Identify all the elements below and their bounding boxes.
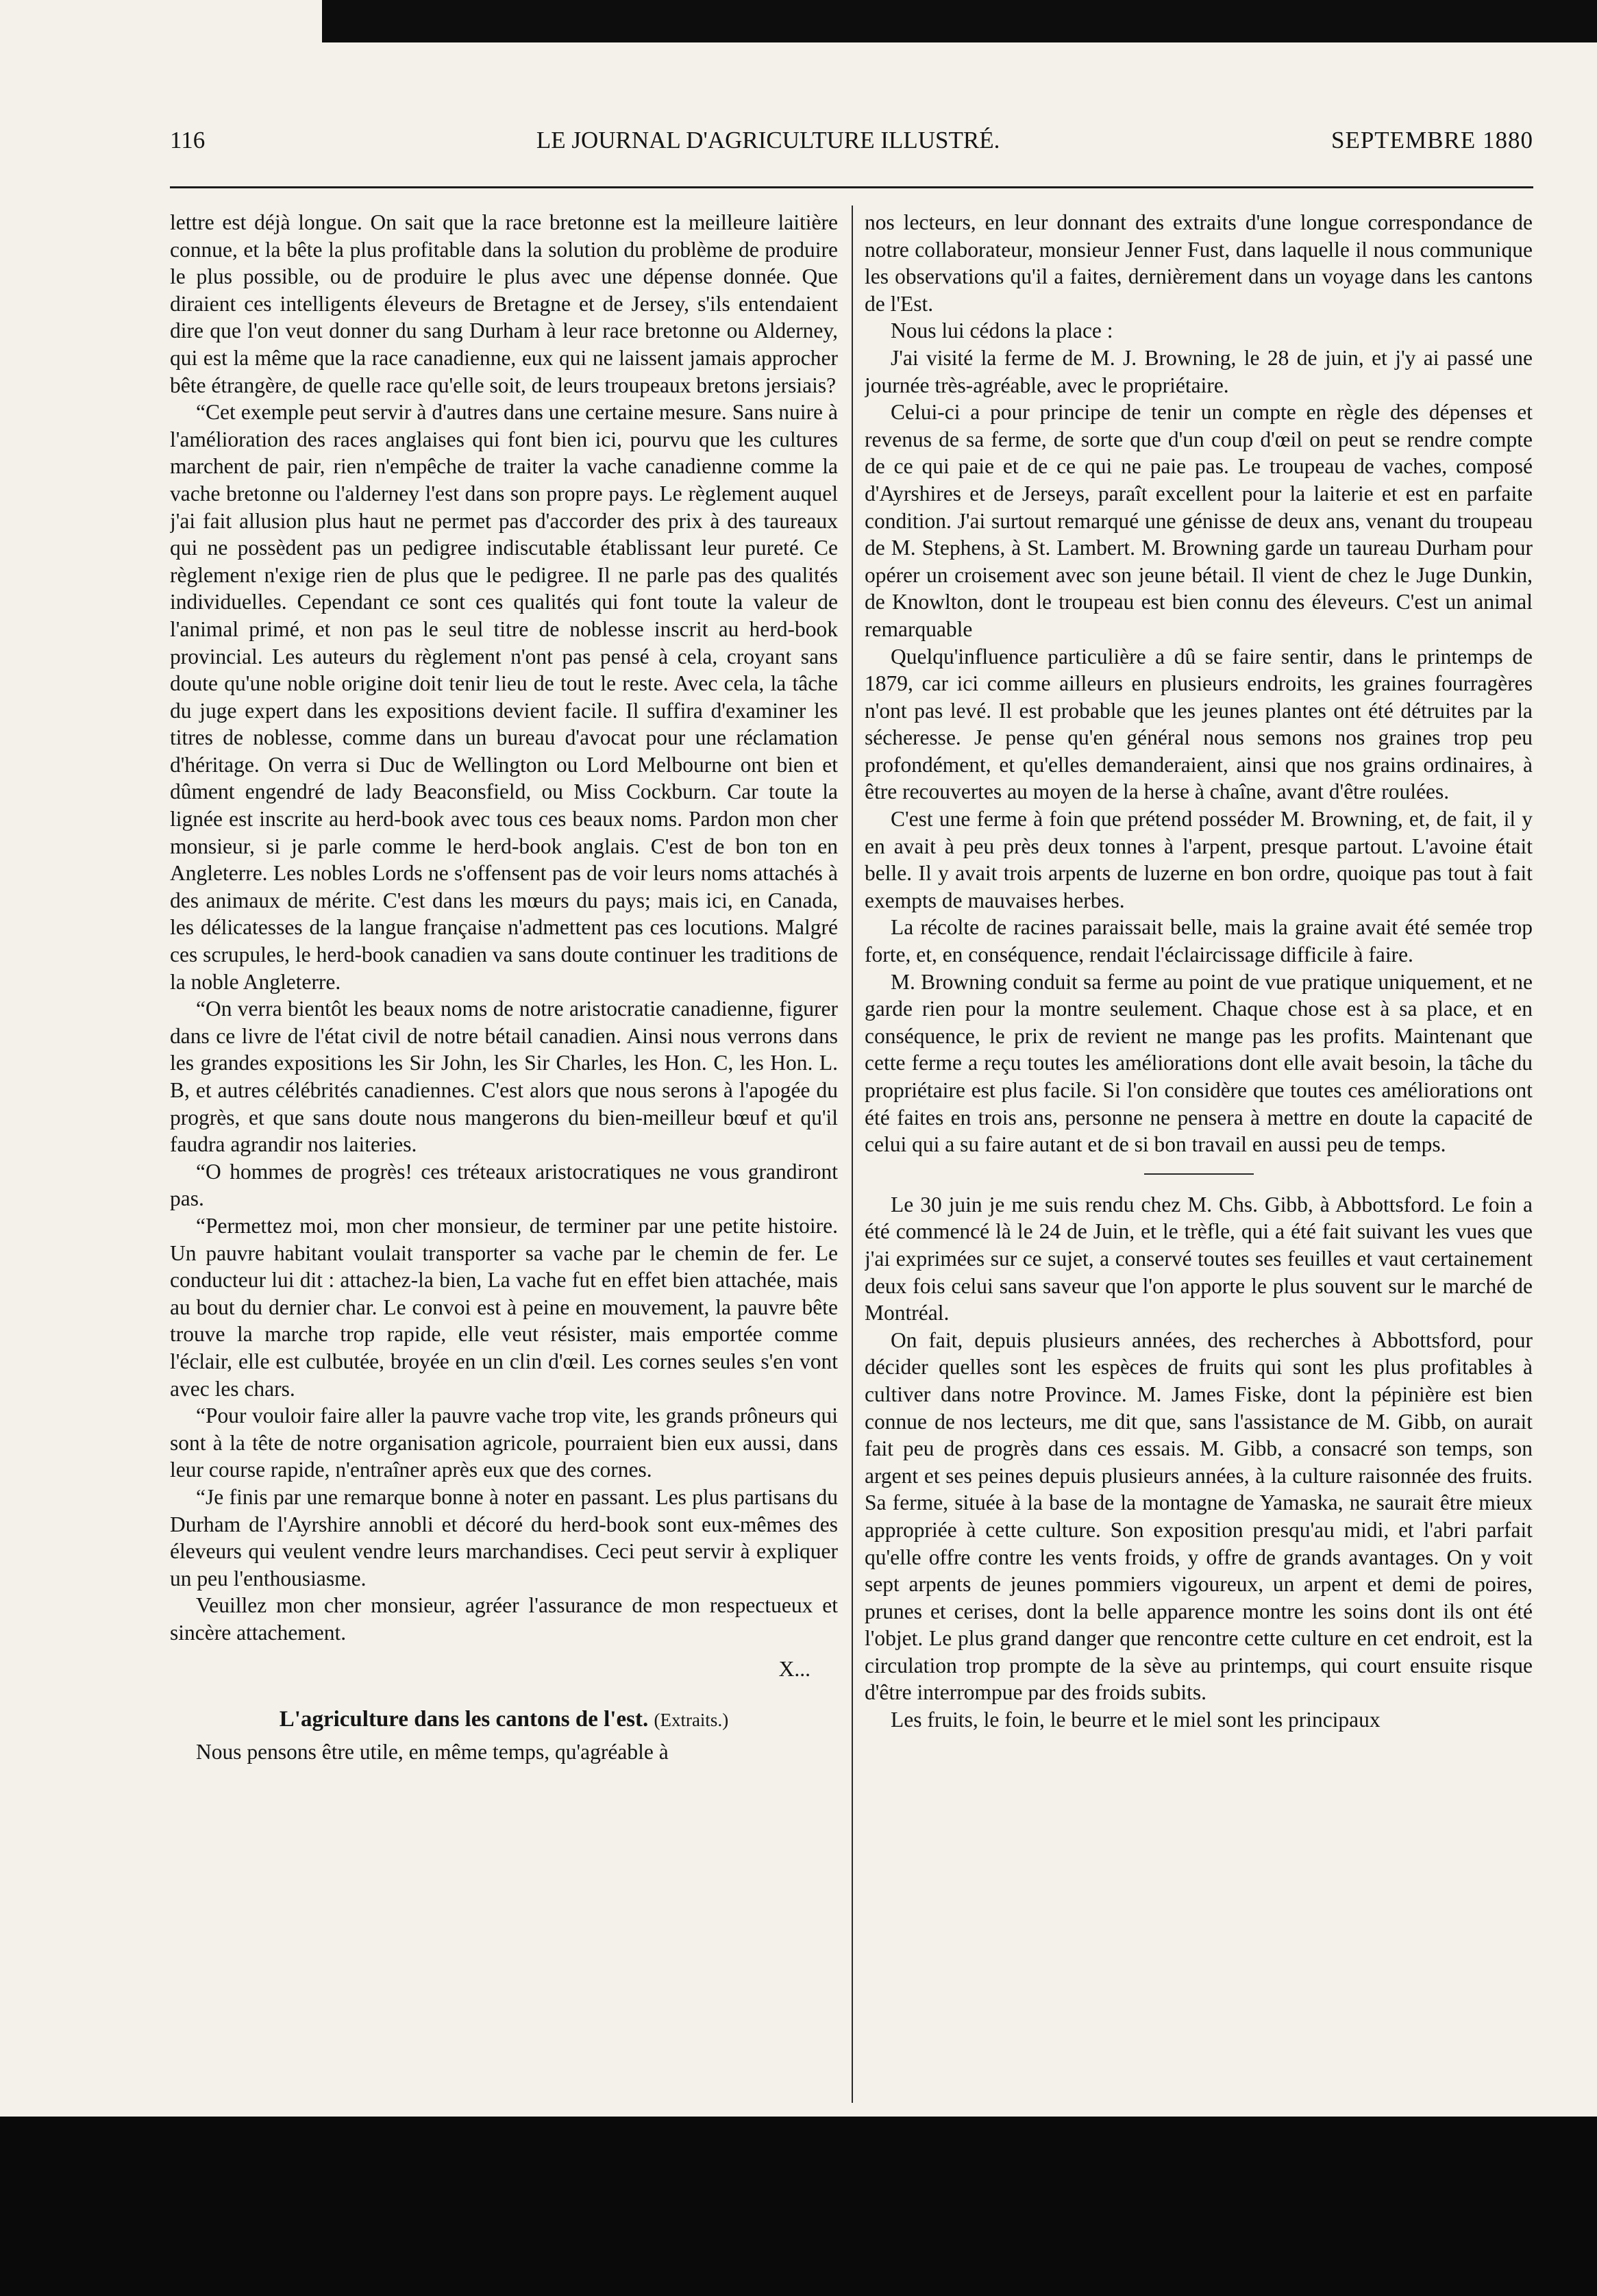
paragraph: “Permettez moi, mon cher monsieur, de terminer par une petite histoire. Un pauvre habitant voulait transporter sa vache par le chemin de fer. Le conducteur lui dit : attachez-la bien, La vache fut en effet bien attachée, mais au bout du dernier char. Le convoi est à peine en mouvement, la pauvre bête trouve la marche trop rapide, elle veut résister, mais emportée comme l'éclair, elle est culbutée, broyée en un clin d'œil. Les cornes seules s'en vont avec les chars. — [170, 1213, 838, 1401]
paragraph: nos lecteurs, en leur donnant des extraits d'une longue correspondance de notre collaborateur, monsieur Jenner Fust, dans laquelle il nous communique les observations qu'il a faites, dernièrement dans un voyage dans les cantons de l'Est. — [865, 210, 1533, 316]
paragraph: Le 30 juin je me suis rendu chez M. Chs. Gibb, à Abbottsford. Le foin a été commencé là le 24 de Juin, et le trèfle, qui a été fait suivant les vues que j'ai exprimées sur ce sujet, a conservé toutes ses feuilles et vaut certainement deux fois celui sans saveur que l'on apporte le plus souvent sur le marché de Montréal. — [865, 1192, 1533, 1325]
paragraph: lettre est déjà longue. On sait que la race bretonne est la meilleure laitière connue, et la bête la plus profitable dans la solution du problème de produire le plus possible, ou de produire le plus avec une dépense donnée. Que diraient ces intelligents éleveurs de Bretagne et de Jersey, s'ils entendaient dire que l'on veut donner du sang Durham à leur race bretonne ou Alderney, qui est la même que la race canadienne, eux qui ne laissent jamais approcher bête étrangère, de quelle race qu'elle soit, de leurs troupeaux bretons jersiais? — [170, 210, 838, 397]
section-heading — [170, 1706, 838, 1734]
paragraph: “Je finis par une remarque bonne à noter en passant. Les plus partisans du Durham de l'Ayrshire annobli et décoré du herd-book sont eux-mêmes des éleveurs qui veulent vendre leurs marchandises. Ceci peut servir à expliquer un peu l'enthousiasme. — [170, 1484, 838, 1590]
section-subtitle: (Extraits.) — [654, 1710, 729, 1731]
paragraph: Nous lui cédons la place : — [891, 319, 1113, 343]
page-number: 116 — [170, 127, 206, 153]
paragraph: Veuillez mon cher monsieur, agréer l'assurance de mon respectueux et sincère attachement. — [170, 1593, 838, 1645]
paragraph: “O hommes de progrès! ces tréteaux aristocratiques ne vous grandiront pas. — [170, 1159, 838, 1211]
paragraph: Nous pensons être utile, en même temps, qu'agréable à — [196, 1739, 669, 1764]
right-column — [865, 209, 1533, 2110]
paragraph: On fait, depuis plusieurs années, des recherches à Abbottsford, pour décider quelles sont les espèces de fruits qui sont les plus profitables à cultiver dans notre Province. M. James Fiske, dont la pépinière est bien connue de nos lecteurs, me dit que, sans l'assistance de M. Gibb, on aurait fait peu de progrès dans ces essais. M. Gibb, a consacré son temps, son argent et ses peines depuis plusieurs années, à la culture raisonnée des fruits. Sa ferme, située à la base de la montagne de Yamaska, ne saurait être mieux appropriée à cette culture. Son exposition presqu'au midi, et l'abri parfait qu'elle offre contre les vents froids, y offre de grands avantages. On y voit sept arpents de jeunes pommiers vigoureux, un arpent et demi de poires, prunes et cerises, dont la belle apparence montre les soins dont ils ont été l'objet. Le plus grand danger que rencontre cette culture en cet endroit, est la circulation trop prompte de la sève au printemps, qui court ensuite risque d'être interrompue par des froids subits. — [865, 1327, 1533, 1705]
paragraph: Les fruits, le foin, le beurre et le miel sont les principaux — [891, 1708, 1381, 1732]
paragraph: “Pour vouloir faire aller la pauvre vache trop vite, les grands prôneurs qui sont à la tête de notre organisation agricole, pourraient bien eux aussi, dans leur course rapide, n'entraîner après eux que des cornes. — [170, 1403, 838, 1482]
column-divider — [852, 205, 853, 2103]
scan-border-top — [322, 0, 1597, 42]
paragraph: La récolte de racines paraissait belle, mais la graine avait été semée trop forte, et, en conséquence, rendait l'éclaircissage difficile à faire. — [865, 915, 1533, 967]
paragraph: M. Browning conduit sa ferme au point de vue pratique uniquement, et ne garde rien pour la montre seulement. Chaque chose est à sa place, et en conséquence, le prix de revient ne mange pas les profits. Maintenant que cette ferme a reçu toutes les améliorations dont elle avait besoin, la tâche du propriétaire est plus facile. Si l'on considère que toutes ces améliorations ont été faites en trois ans, personne ne pensera à mettre en doute la capacité de celui qui a su faire autant et de si bon travail en aussi peu de temps. — [865, 969, 1533, 1157]
paragraph: “On verra bientôt les beaux noms de notre aristocratie canadienne, figurer dans ce livre de l'état civil de notre bétail canadien. Ainsi nous verrons dans les grandes expositions les Sir John, les Sir Charles, les Hon. C, les Hon. L. B, et autres célébrités canadiennes. C'est alors que nous serons à l'apogée du progrès, et que sans doute nous mangerons du bien-meilleur bœuf et qu'il faudra agrandir nos laiteries. — [170, 997, 838, 1157]
paragraph: Celui-ci a pour principe de tenir un compte en règle des dépenses et revenus de sa ferme, de sorte que d'un coup d'œil on peut se rendre compte de ce qui paie et de ce qui ne paie pas. Le troupeau de vaches, composé d'Ayrshires et de Jerseys, paraît excellent pour la laiterie et est en parfaite condition. J'ai surtout remarqué une génisse de deux ans, venant du troupeau de M. Stephens, à St. Lambert. M. Browning garde un taureau Durham pour opérer un croisement avec son jeune bétail. Il vient de chez le Juge Dunkin, de Knowlton, dont le troupeau est bien connu des éleveurs. C'est un animal remarquable — [865, 400, 1533, 641]
signature: X... — [778, 1657, 810, 1682]
journal-title: LE JOURNAL D'AGRICULTURE ILLUSTRÉ. — [536, 127, 1000, 153]
page-header — [170, 127, 1533, 168]
section-separator — [1144, 1173, 1254, 1175]
paragraph: C'est une ferme à foin que prétend posséder M. Browning, et, de fait, il y en avait à peu près deux tonnes à l'arpent, presque partout. L'avoine était belle. Il y avait trois arpents de luzerne en bon ordre, quoique pas tout à fait exempts de mauvaises herbes. — [865, 807, 1533, 912]
paragraph: “Cet exemple peut servir à d'autres dans une certaine mesure. Sans nuire à l'amélioration des races anglaises qui font bien ici, pourvu que les cultures marchent de pair, rien n'empêche de traiter la vache canadienne comme la vache bretonne ou l'alderney l'est dans son propre pays. Le règlement auquel j'ai fait allusion plus haut ne permet pas d'accorder des prix à des taureaux qui ne possèdent pas un pedigree indiscutable établissant leur pureté. Ce règlement n'exige rien de plus que le pedigree. Il ne parle pas des qualités individuelles. Cependant ce sont ces qualités qui font toute la valeur de l'animal primé, et non pas le seul titre de noblesse inscrit au herd-book provincial. Les auteurs du règlement n'ont pas pensé à cela, croyant sans doute qu'une noble origine doit tenir lieu de tout le reste. Avec cela, la tâche du juge expert dans les expositions devient facile. Il suffira d'examiner les titres de noblesse, comme dans un bureau d'avocat pour une réclamation d'héritage. On verra si Duc de Wellington ou Lord Melbourne ont bien et dûment engendré de lady Beaconsfield, ou Miss Cockburn. Car toute la lignée est inscrite au herd-book avec tous ces beaux noms. Pardon mon cher monsieur, si je parle comme le herd-book anglais. C'est de bon ton en Angleterre. Les nobles Lords ne s'offensent pas de voir leurs noms attachés à des animaux de mérite. C'est dans les mœurs du pays; mais ici, en Canada, les délicatesses de la langue française n'admettent pas ces locutions. Malgré ces scrupules, le herd-book canadien va sans doute continuer les traditions de la noble Angleterre. — [170, 400, 838, 994]
left-column — [170, 209, 838, 2110]
section-title: L'agriculture dans les cantons de l'est. — [279, 1707, 649, 1732]
scan-border-bottom — [0, 2117, 1597, 2296]
issue-date: SEPTEMBRE 1880 — [1330, 127, 1533, 153]
header-rule — [170, 186, 1533, 188]
paragraph: J'ai visité la ferme de M. J. Browning, le 28 de juin, et j'y ai passé une journée très-agréable, avec le propriétaire. — [865, 345, 1533, 397]
paragraph: Quelqu'influence particulière a dû se faire sentir, dans le printemps de 1879, car ici comme ailleurs en plusieurs endroits, les graines fourragères n'ont pas levé. Il est probable que les jeunes plantes ont été détruites par la sécheresse. Je pense qu'en général nous semons nos graines trop peu profondément, et qu'elles demanderaient, ainsi que nos grains ordinaires, à être recouvertes au moyen de la herse à chaîne, avant d'être roulées. — [865, 644, 1533, 804]
